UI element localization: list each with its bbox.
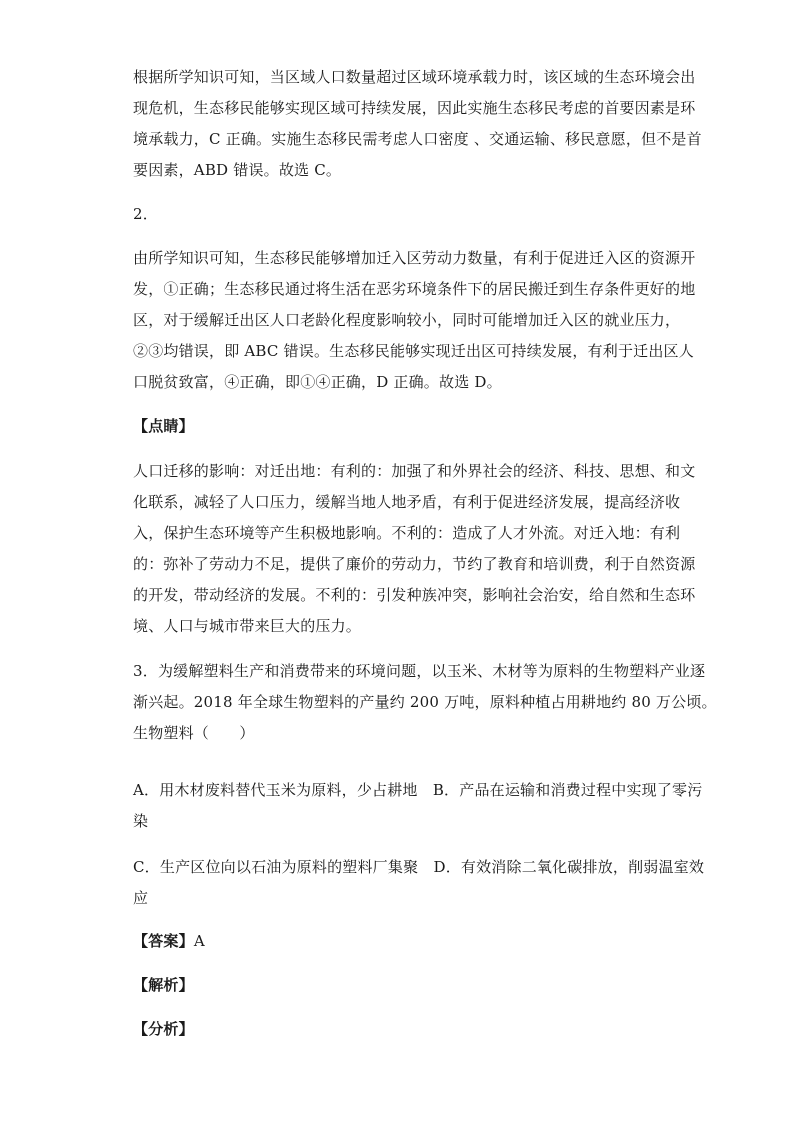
- question-3-options-ab: [133, 775, 703, 837]
- heading-dianjing: [133, 411, 663, 442]
- text-line: 发，①正确；生态移民通过将生活在恶劣环境条件下的居民搬迁到生存条件更好的地: [133, 280, 696, 298]
- option-line: 染: [133, 812, 149, 830]
- answer-line: [133, 926, 663, 957]
- paragraph-explanation-1: [133, 62, 702, 186]
- option-line: A．用木材废料替代玉米为原料，少占耕地 B．产品在运输和消费过程中实现了零污: [133, 781, 703, 799]
- text-line: 2．: [133, 205, 158, 223]
- text-line: 生物塑料（ ）: [133, 724, 255, 742]
- text-line: 区，对于缓解迁出区人口老龄化程度影响较小，同时可能增加迁入区的就业压力，: [133, 311, 681, 329]
- text-line: 境承载力，C 正确。实施生态移民需考虑人口密度 、交通运输、移民意愿，但不是首: [133, 130, 702, 148]
- heading-fenxi: [133, 1014, 663, 1045]
- section-heading: 【点睛】: [133, 417, 194, 435]
- question-3-stem: [133, 656, 717, 749]
- text-line: ②③均错误，即 ABC 错误。生态移民能够实现迁出区可持续发展，有利于迁出区人: [133, 342, 694, 360]
- text-line: 渐兴起。2018 年全球生物塑料的产量约 200 万吨，原料种植占用耕地约 80 万公顷。: [133, 693, 717, 711]
- text-line: 由所学知识可知，生态移民能够增加迁入区劳动力数量，有利于促进迁入区的资源开: [133, 249, 696, 267]
- section-heading: 【分析】: [133, 1020, 194, 1038]
- text-line: 人口迁移的影响：对迁出地：有利的：加强了和外界社会的经济、科技、思想、和文: [133, 462, 696, 480]
- text-line: 境、人口与城市带来巨大的压力。: [133, 617, 362, 635]
- text-line: 口脱贫致富，④正确，即①④正确，D 正确。故选 D。: [133, 373, 502, 391]
- option-line: C．生产区位向以石油为原料的塑料厂集聚 D．有效消除二氧化碳排放，削弱温室效: [133, 858, 705, 876]
- text-line: 的开发，带动经济的发展。不利的：引发种族冲突，影响社会治安，给自然和生态环: [133, 586, 696, 604]
- text-line: 3．为缓解塑料生产和消费带来的环境问题，以玉米、木材等为原料的生物塑料产业逐: [133, 662, 706, 680]
- answer-label: 【答案】: [133, 932, 194, 950]
- text-line: 现危机，生态移民能够实现区域可持续发展，因此实施生态移民考虑的首要因素是环: [133, 99, 696, 117]
- section-heading: 【解析】: [133, 976, 194, 994]
- option-line: 应: [133, 889, 149, 907]
- text-line: 入，保护生态环境等产生积极地影响。不利的：造成了人才外流。对迁入地：有利: [133, 524, 681, 542]
- answer-value: A: [193, 932, 205, 950]
- question-3-options-cd: [133, 852, 705, 914]
- question-2-number: [133, 199, 663, 230]
- text-line: 根据所学知识可知，当区域人口数量超过区域环境承载力时，该区域的生态环境会出: [133, 68, 696, 86]
- paragraph-explanation-2: [133, 243, 696, 398]
- heading-jiexi: [133, 970, 663, 1001]
- text-line: 的：弥补了劳动力不足，提供了廉价的劳动力，节约了教育和培训费，利于自然资源: [133, 555, 696, 573]
- text-line: 要因素，ABD 错误。故选 C。: [133, 161, 342, 179]
- paragraph-dianjing: [133, 456, 696, 642]
- text-line: 化联系，减轻了人口压力，缓解当地人地矛盾，有利于促进经济发展，提高经济收: [133, 493, 681, 511]
